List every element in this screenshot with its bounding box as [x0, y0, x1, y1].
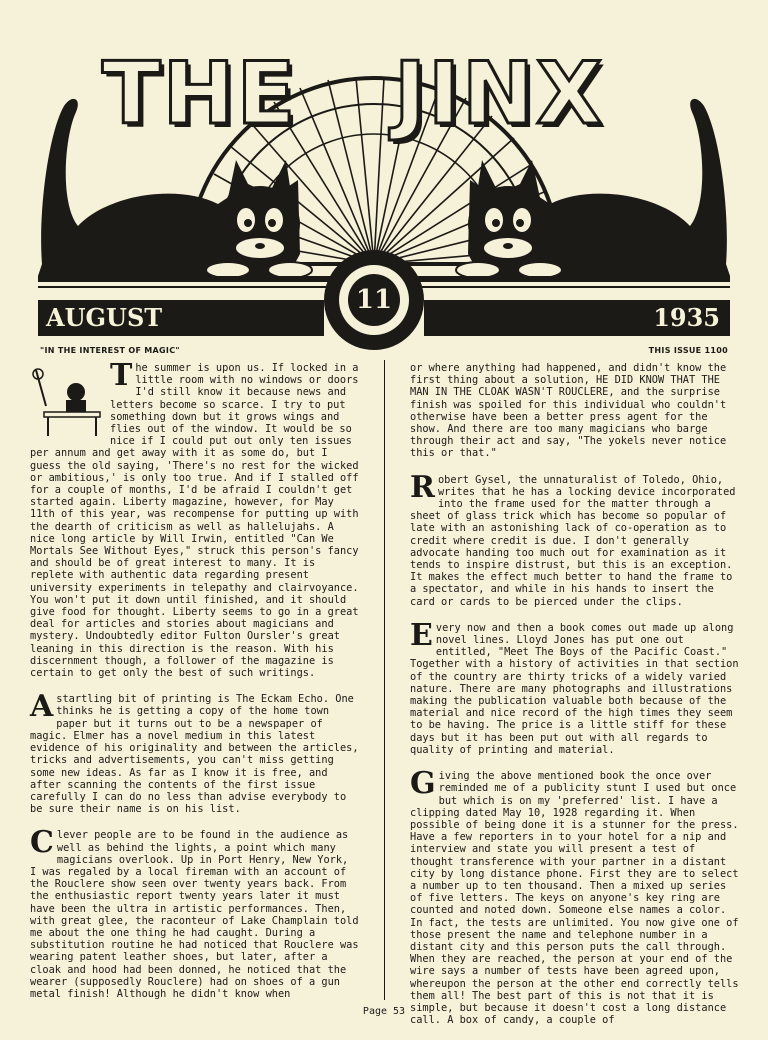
dropcap: T — [110, 358, 133, 393]
masthead — [38, 14, 730, 355]
article-paragraph — [410, 362, 740, 460]
dropcap: E — [410, 617, 433, 653]
dropcap: G — [410, 766, 436, 802]
page-number: Page 53 — [362, 1006, 406, 1017]
article-paragraph — [410, 766, 740, 1027]
paragraph-text: he summer is upon us. If locked in a little room with no windows or doors I'd still know it because news and letters become so scarce. I try to put something down but it grows wings and flies out of the window. It would be so nice if I could put out only ten issues per annum and get away with it as some do, but I guess the old saying, 'There's no rest for the wicked or ambitious,' is only too true. And if I stalled off for a couple of months, I'd be afraid I couldn't get started again. Liberty magazine, however, for May 11th of this year, was recompense for putting up with the dearth of criticism as well as hallelujahs. A nice long article by Will Irwin, entitled "Can We Mortals See Without Eyes," struck this person's fancy and should be of great interest to many. It is replete with authentic data regarding present university experiments in telepathy and clairvoyance. You won't put it down until finished, and it should give food for thought. Liberty seems to go in a great deal for articles and stories about magicians and mystery. Undoubtedly editor Fulton Oursler's great leaning in this direction is the reason. With his discernment though, a follower of the magazine is certain to get only the best of such writings. — [30, 362, 359, 680]
dropcap: A — [30, 689, 54, 725]
column-divider — [384, 360, 385, 1000]
article-paragraph — [410, 469, 740, 608]
dropcap: R — [410, 469, 435, 505]
left-column — [30, 358, 360, 1014]
masthead-title-jinx: JINX — [394, 44, 605, 144]
paragraph-text: obert Gysel, the unnaturalist of Toledo, Ohio, writes that he has a locking device incorporated into the frame used for the matter through a sheet of glass trick which has become so popular of late with an astonishing lack of co-operation as to credit where credit is due. I don't generally advocate handing too much out for examination as it tends to inspire distrust, but this is an exception. It makes the effect much better to hand the frame to a spectator, and while in his hands to insert the card or cards to be pierced under the clips. — [410, 473, 736, 608]
dropcap: C — [30, 825, 54, 861]
article-paragraph — [30, 689, 360, 816]
paragraph-text: very now and then a book comes out made up along novel lines. Lloyd Jones has put one out entitled, "Meet The Boys of the Pacific Coast." Together with a history of activities in that section of the country are thirty tricks of a widely varied nature. There are many photographs and illustrations making the publication valuable both because of the material and nice record of the high times they seem to be having. The price is a little stiff for these days but it has been put out with all regards to quality of printing and material. — [410, 621, 739, 756]
paragraph-text: startling bit of printing is The Eckam Echo. One thinks he is getting a copy of the home town paper but it turns out to be a newspaper of magic. Elmer has a novel medium in this latest evidence of his originality and between the articles, tricks and advertisements, you can't miss getting some new ideas. As far as I know it is free, and after scanning the contents of the first issue carefully I can do no less than advise everybody to be sure their name is on his list. — [30, 693, 359, 816]
year-band: 1935 — [424, 300, 730, 336]
article-paragraph — [410, 617, 740, 756]
issue-number: 11 — [348, 274, 400, 326]
article-paragraph — [30, 358, 360, 680]
issue-count: THIS ISSUE 1100 — [648, 346, 728, 355]
paragraph-text: iving the above mentioned book the once over reminded me of a publicity stunt I used but once but which is on my 'preferred' list. I have a clipping dated May 10, 1928 regarding it. When possible of being done it is a stunner for the press. Have a few reporters in to your hotel for a nip and interview and state you will present a test of thought transference with your partner in a distant city by long distance phone. First they are to select a number up to ten thousand. Then a mixed up series of five letters. The keys on anyone's key ring are counted and noted down. Someone else names a color. In fact, the tests are unlimited. You now give one of those present the name and telephone number in a distant city and this person puts the call through. When they are reached, the person at your end of the wire says a number of tests have been agreed upon, whereupon the person at the other end correctly tells them all! The best part of this is not that it is simple, but because it doesn't cost a long distance call. A box of candy, a couple of — [410, 770, 739, 1027]
right-column — [410, 362, 740, 1040]
article-paragraph — [30, 825, 360, 1000]
writer-at-desk-icon — [30, 366, 104, 438]
masthead-title-the: THE — [102, 44, 298, 144]
paragraph-text: or where anything had happened, and didn't know the first thing about a solution, HE DID KNOW THAT THE MAN IN THE CLOAK WASN'T ROUCLERE, and the surprise finish was spoiled for this individual who couldn't otherwise have been a better press agent for the show. And there are too many magicians who barge through their act and say, "The yokels never notice this or that." — [410, 362, 727, 460]
paragraph-text: lever people are to be found in the audience as well as behind the lights, a point which many magicians overlook. Up in Port Henry, New York, I was regaled by a local fireman with an account of the Rouclere show seen over twenty years back. From the enthusiastic report twenty years later it must have been the ultra in artistic performances. Then, with great glee, the raconteur of Lake Champlain told me about the one thing he had caught. During a substitution routine he had noticed that Rouclere was wearing patent leather shoes, but later, after a cloak and hood had been donned, he noticed that the wearer (supposedly Rouclere) had on shoes of a gun metal finish! Although he didn't know when — [30, 829, 359, 1000]
tagline: "IN THE INTEREST OF MAGIC" — [40, 346, 180, 355]
month-band: AUGUST — [38, 300, 324, 336]
